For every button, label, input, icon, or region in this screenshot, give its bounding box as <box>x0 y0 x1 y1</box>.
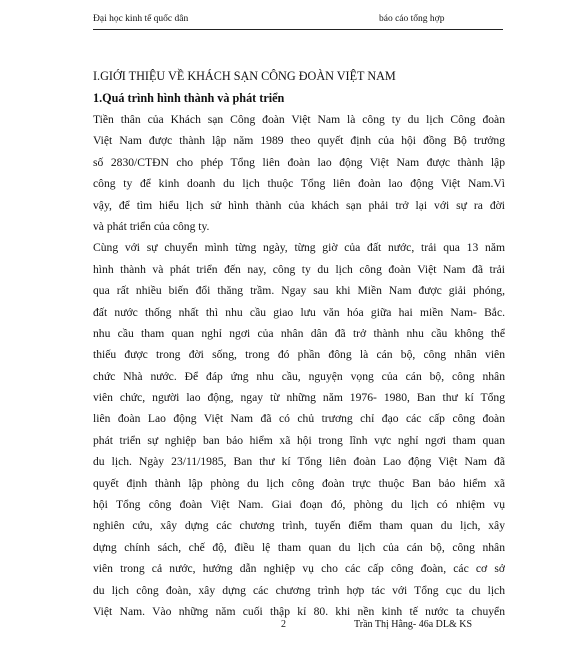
text-line: Việt Nam được thành lập năm 1989 theo quyết định của hội đồng Bộ trưởng <box>93 134 505 148</box>
text-line: liên đoàn Lao động Việt Nam đã có chủ trương chỉ đạo các cấp công đoàn <box>93 412 505 426</box>
header-report-title: báo cáo tổng hợp <box>379 14 445 24</box>
text-line: dựng chính sách, chế độ, điều lệ tham quan du lịch của cán bộ, công nhân <box>93 540 505 554</box>
section-title: I.GIỚI THIỆU VỀ KHÁCH SẠN CÔNG ĐOÀN VIỆT NAM <box>93 69 396 83</box>
text-line: chức Nhà nước. Để đáp ứng nhu cầu, nguyện vọng của cán bộ, công nhân <box>93 369 505 383</box>
text-line: quyết định thành lập phòng du lịch công đoàn trực thuộc Ban bảo hiểm xã <box>93 476 505 490</box>
text-line: du lịch. Ngày 23/11/1985, Ban thư kí Tổng liên đoàn Lao động Việt Nam đã <box>93 455 505 469</box>
text-line: hình thành và phát triển đến nay, công ty du lịch công đoàn Việt Nam đã trải <box>93 262 505 276</box>
paragraph-intro <box>93 109 505 237</box>
text-line: nhu cầu tham quan nghỉ ngơi của nhân dân đã trở thành nhu cầu không thể <box>93 326 505 340</box>
text-line: và phát triển của công ty. <box>93 219 210 233</box>
text-line: du lịch công đoàn, xây dựng các chương trình hợp tác với Tổng cục du lịch <box>93 583 505 597</box>
document-body <box>93 65 505 622</box>
text-line: Cùng với sự chuyển mình từng ngày, từng giờ của đất nước, trải qua 13 năm <box>93 241 505 255</box>
text-line: Tiền thân của Khách sạn Công đoàn Việt Nam là công ty du lịch Công đoàn <box>93 113 505 126</box>
subsection-title: 1.Quá trình hình thành và phát triển <box>93 91 285 105</box>
page-number: 2 <box>281 619 286 630</box>
header-divider <box>93 29 503 30</box>
text-line: viên trong cả nước, hướng dẫn nghiệp vụ cho các cấp công đoàn, các cơ sở <box>93 562 505 576</box>
text-line: nghiên cứu, xây dựng các chương trình, tuyến điểm tham quan du lịch, xây <box>93 519 505 533</box>
text-line: công ty để kinh doanh du lịch thuộc Tổng liên đoàn lao động Việt Nam.Vì <box>93 177 505 191</box>
text-line: thiếu được trong đời sống, trong đó phần đông là cán bộ, công nhân viên <box>93 348 505 362</box>
page-footer <box>93 619 503 635</box>
text-line: qua rất nhiều biến đổi thăng trầm. Ngay sau khi Miền Nam được giải phóng, <box>93 284 505 298</box>
header-university: Đại học kinh tế quốc dân <box>93 14 189 24</box>
page-header <box>93 14 503 28</box>
text-line: hội Tổng công đoàn Việt Nam. Giai đoạn đó, phòng du lịch có nhiệm vụ <box>93 498 505 512</box>
text-line: đất nước thống nhất thì nhu cầu giao lưu văn hóa giữa hai miền Nam- Bắc. <box>93 305 505 319</box>
text-line: phát triển sự nghiệp ban bảo hiểm xã hội trong lĩnh vực nghỉ ngơi tham quan <box>93 433 505 447</box>
text-line: viên chức, người lao động, ngay từ những năm 1976- 1980, Ban thư kí Tổng <box>93 391 505 405</box>
paragraph-history <box>93 237 505 622</box>
text-line: số 2830/CTĐN cho phép Tổng liên đoàn lao động Việt Nam được thành lập <box>93 155 505 169</box>
text-line: vậy, để tìm hiểu lịch sử hình thành của khách sạn phải trở lại với sự ra đời <box>93 198 505 212</box>
footer-author: Trần Thị Hằng- 46a DL& KS <box>354 619 473 630</box>
text-line: Việt Nam. Vào những năm cuối thập kỉ 80. khi nền kinh tế nước ta chuyển <box>93 604 505 618</box>
